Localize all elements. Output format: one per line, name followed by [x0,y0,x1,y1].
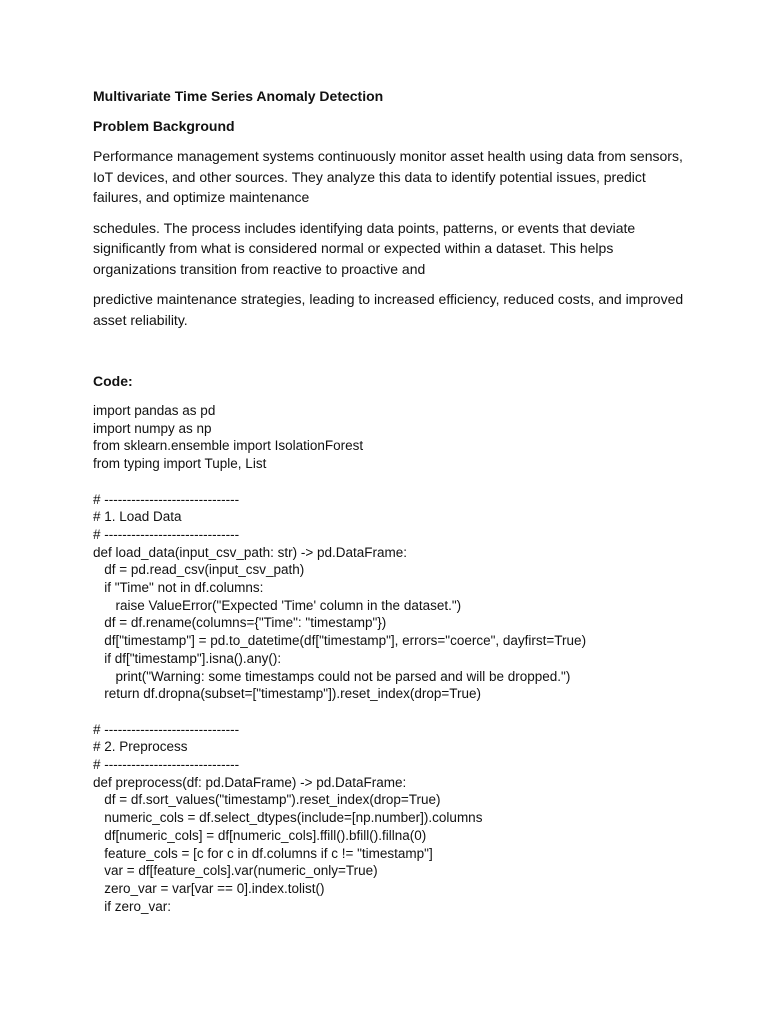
code-line: # ------------------------------ [93,526,240,542]
code-line: if df["timestamp"].isna().any(): [93,650,282,666]
code-line: numeric_cols = df.select_dtypes(include=[np.number]).columns [93,810,483,826]
code-line: if zero_var: [93,898,172,914]
code-line: df = df.rename(columns={"Time": "timestamp"}) [93,615,387,631]
document-title: Multivariate Time Series Anomaly Detection [93,88,384,104]
paragraph: schedules. The process includes identifying data points, patterns, or events that deviate significantly from what is considered normal or expected within a dataset. This helps organizations transition from reactive to proactive and [93,219,636,277]
paragraph: Performance management systems continuously monitor asset health using data from sensors, IoT devices, and other sources. They analyze this data to identify potential issues, predict failures, and optimize maintenance [93,148,683,205]
code-line: # 1. Load Data [93,509,182,525]
code-line: # ------------------------------ [93,757,240,773]
code-line: df = df.sort_values("timestamp").reset_index(drop=True) [93,792,441,808]
code-line: feature_cols = [c for c in df.columns if c != "timestamp"] [93,845,433,861]
code-line [93,473,693,491]
code-line: import numpy as np [93,420,212,436]
paragraph: predictive maintenance strategies, leading to increased efficiency, reduced costs, and improved asset reliability. [93,291,684,328]
section-heading: Problem Background [93,118,235,134]
code-line: return df.dropna(subset=["timestamp"]).reset_index(drop=True) [93,686,482,702]
code-line: def preprocess(df: pd.DataFrame) -> pd.DataFrame: [93,774,407,790]
code-line: from sklearn.ensemble import IsolationForest [93,438,364,454]
code-line: import pandas as pd [93,403,216,418]
document-body [93,86,693,915]
code-heading: Code: [93,373,133,389]
code-line: var = df[feature_cols].var(numeric_only=True) [93,863,378,879]
code-line: df = pd.read_csv(input_csv_path) [93,562,305,578]
code-line: zero_var = var[var == 0].index.tolist() [93,880,325,896]
code-line: raise ValueError("Expected 'Time' column in the dataset.") [93,597,462,613]
code-line: if "Time" not in df.columns: [93,580,264,596]
code-line: print("Warning: some timestamps could not be parsed and will be dropped.") [93,668,571,684]
code-line [93,703,693,721]
code-line: # ------------------------------ [93,721,240,737]
code-line: df["timestamp"] = pd.to_datetime(df["timestamp"], errors="coerce", dayfirst=True) [93,633,587,649]
code-line: # ------------------------------ [93,491,240,507]
code-line: from typing import Tuple, List [93,456,267,472]
code-block [93,402,693,915]
code-line: def load_data(input_csv_path: str) -> pd.DataFrame: [93,544,408,560]
code-line: # 2. Preprocess [93,739,188,755]
code-line: df[numeric_cols] = df[numeric_cols].ffill().bfill().fillna(0) [93,827,427,843]
